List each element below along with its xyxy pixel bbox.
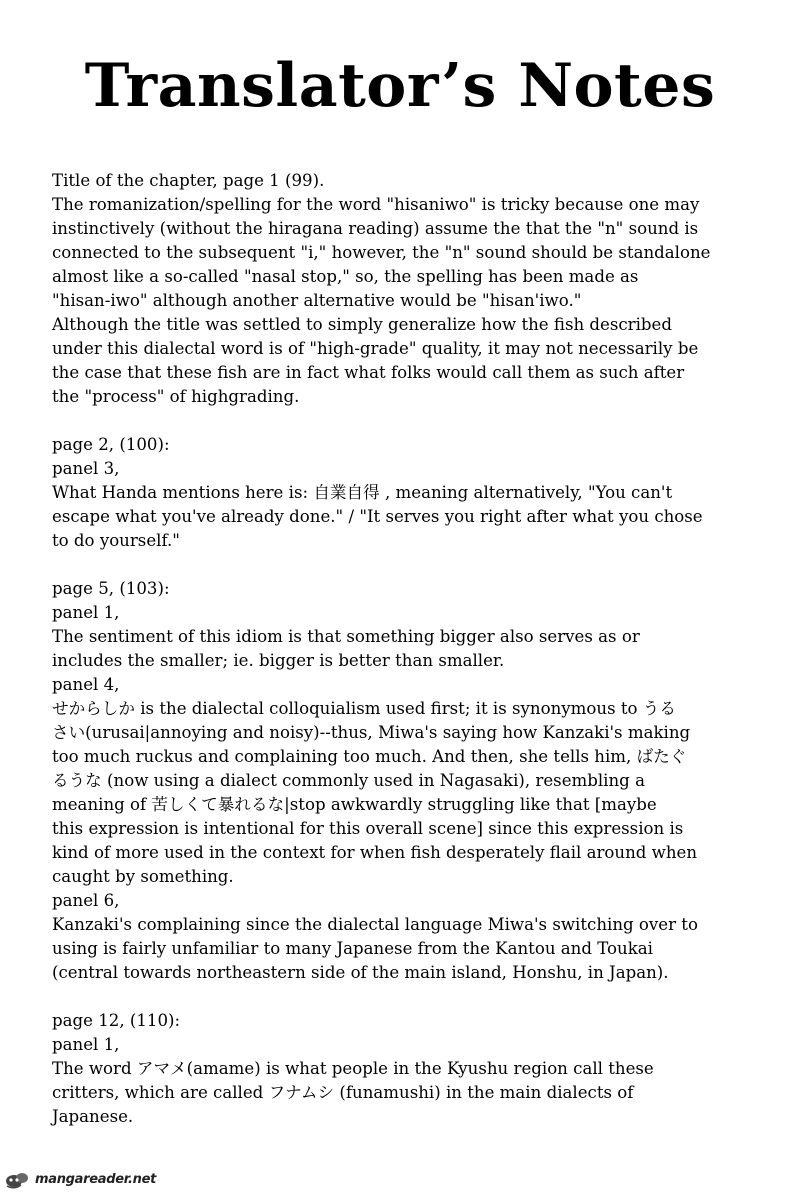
paragraph-spacer — [52, 985, 764, 1009]
paragraph-spacer — [52, 553, 764, 577]
text-line: Title of the chapter, page 1 (99). — [52, 171, 325, 190]
text-line: this expression is intentional for this overall scene] since this expression is — [52, 819, 684, 838]
text-line: the "process" of highgrading. — [52, 387, 300, 406]
text-line: panel 1, — [52, 1035, 120, 1054]
paragraph-spacer — [52, 409, 764, 433]
text-line: さい(urusai|annoying and noisy)--thus, Miwa's saying how Kanzaki's making — [52, 723, 691, 742]
text-line: using is fairly unfamiliar to many Japanese from the Kantou and Toukai — [52, 939, 653, 958]
mangareader-logo-icon — [3, 1168, 33, 1190]
text-line: page 5, (103): — [52, 579, 170, 598]
text-line: connected to the subsequent "i," however, the "n" sound should be standalone — [52, 243, 711, 262]
text-line: せからしか is the dialectal colloquialism used first; it is synonymous to うる — [52, 699, 676, 718]
text-line: to do yourself." — [52, 531, 180, 550]
text-line: critters, which are called フナムシ (funamushi) in the main dialects of — [52, 1083, 634, 1102]
watermark — [3, 1168, 156, 1190]
text-line: page 2, (100): — [52, 435, 170, 454]
text-line: too much ruckus and complaining too much. And then, she tells him, ばたぐ — [52, 747, 687, 766]
text-line: panel 1, — [52, 603, 120, 622]
text-line: caught by something. — [52, 867, 234, 886]
text-line: panel 3, — [52, 459, 120, 478]
text-line: The word アマメ(amame) is what people in the Kyushu region call these — [52, 1059, 654, 1078]
text-line: The romanization/spelling for the word "hisaniwo" is tricky because one may — [52, 195, 700, 214]
text-line: almost like a so-called "nasal stop," so, the spelling has been made as — [52, 267, 639, 286]
text-line: The sentiment of this idiom is that something bigger also serves as or — [52, 627, 640, 646]
text-line: Japanese. — [52, 1107, 134, 1126]
page-title: Translator’s Notes — [84, 51, 716, 121]
text-line: page 12, (110): — [52, 1011, 181, 1030]
text-line: "hisan-iwo" although another alternative would be "hisan'iwo." — [52, 291, 582, 310]
text-line: (central towards northeastern side of the main island, Honshu, in Japan). — [52, 963, 669, 982]
text-line: under this dialectal word is of "high-grade" quality, it may not necessarily be — [52, 339, 699, 358]
notes-body — [52, 169, 764, 1129]
text-line: panel 4, — [52, 675, 120, 694]
text-line: includes the smaller; ie. bigger is better than smaller. — [52, 651, 505, 670]
text-line: panel 6, — [52, 891, 120, 910]
text-line: kind of more used in the context for when fish desperately flail around when — [52, 843, 698, 862]
text-line: instinctively (without the hiragana reading) assume the that the "n" sound is — [52, 219, 699, 238]
text-line: the case that these fish are in fact what folks would call them as such after — [52, 363, 685, 382]
text-line: Although the title was settled to simply generalize how the fish described — [52, 315, 672, 334]
text-line: What Handa mentions here is: 自業自得 , meaning alternatively, "You can't — [52, 483, 673, 502]
text-line: るうな (now using a dialect commonly used in Nagasaki), resembling a — [52, 771, 645, 790]
text-line: Kanzaki's complaining since the dialectal language Miwa's switching over to — [52, 915, 698, 934]
watermark-text: mangareader.net — [35, 1171, 157, 1187]
text-line: escape what you've already done." / "It serves you right after what you chose — [52, 507, 703, 526]
text-line: meaning of 苦しくて暴れるな|stop awkwardly struggling like that [maybe — [52, 795, 657, 814]
